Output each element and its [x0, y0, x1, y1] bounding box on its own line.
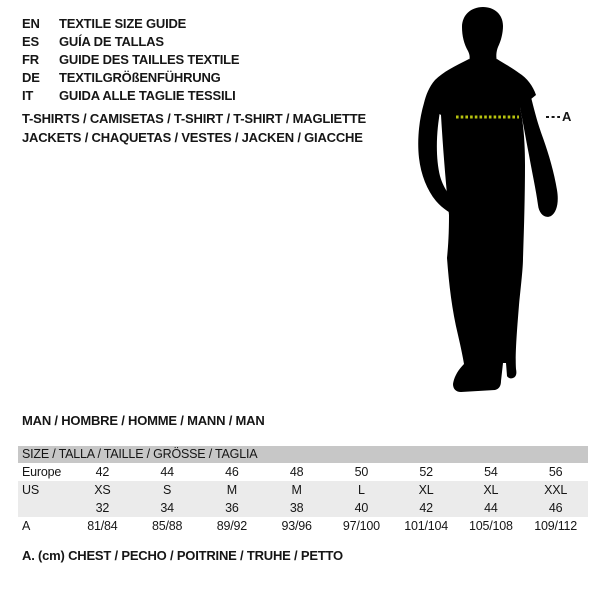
row-label: [18, 499, 70, 517]
row-label: Europe: [22, 465, 62, 479]
language-code: DE: [22, 70, 40, 85]
language-row: [22, 69, 239, 87]
size-cell: 42: [419, 501, 433, 515]
table-row-us: [18, 481, 588, 499]
silhouette-head: [462, 7, 503, 64]
table-row-europe: [18, 463, 588, 481]
size-cell: 56: [548, 465, 563, 479]
language-label: GUIDE DES TAILLES TEXTILE: [59, 52, 240, 67]
size-cell: M: [226, 483, 237, 497]
category-list: [22, 109, 366, 147]
size-cell: XXL: [544, 483, 568, 497]
size-cell: 38: [289, 501, 304, 515]
category-line-tshirts: T-SHIRTS / CAMISETAS / T-SHIRT / T-SHIRT / MAGLIETTE: [22, 111, 366, 126]
language-code: IT: [22, 88, 34, 103]
table-row-international: [18, 499, 588, 517]
size-cell: 97/100: [342, 519, 380, 533]
size-cell: 93/96: [281, 519, 312, 533]
size-cell: XL: [418, 483, 434, 497]
size-cell: 34: [160, 501, 174, 515]
language-code: ES: [22, 34, 39, 49]
category-line-jackets: JACKETS / CHAQUETAS / VESTES / JACKEN / GIACCHE: [22, 130, 363, 145]
size-cell: 36: [225, 501, 239, 515]
size-cell: 44: [484, 501, 498, 515]
size-cell: XL: [483, 483, 499, 497]
size-cell: 81/84: [87, 519, 118, 533]
silhouette-torso: [424, 59, 536, 258]
language-label: GUIDA ALLE TAGLIE TESSILI: [59, 88, 236, 103]
size-table: [18, 446, 588, 535]
size-cell: 105/108: [468, 519, 513, 533]
language-label: GUÍA DE TALLAS: [59, 34, 164, 49]
language-row: [22, 33, 239, 51]
language-row: [22, 87, 239, 105]
measurement-legend: A. (cm) CHEST / PECHO / POITRINE / TRUHE / PETTO: [22, 548, 343, 563]
language-label: TEXTILGRÖßENFÜHRUNG: [59, 70, 221, 85]
language-code: EN: [22, 16, 40, 31]
size-cell: 32: [95, 501, 110, 515]
size-cell: 52: [419, 465, 433, 479]
size-table-header: SIZE / TALLA / TAILLE / GRÖSSE / TAGLIA: [18, 446, 588, 463]
size-cell: 44: [160, 465, 174, 479]
table-row-chest: [18, 517, 588, 535]
section-title: MAN / HOMBRE / HOMME / MANN / MAN: [22, 413, 265, 428]
measure-label-a: A: [562, 109, 572, 124]
language-list: [22, 15, 239, 105]
size-cell: 42: [95, 465, 110, 479]
size-cell: 101/104: [404, 519, 449, 533]
size-cell: 109/112: [534, 519, 578, 533]
language-row: [22, 15, 239, 33]
size-cell: 40: [354, 501, 369, 515]
size-cell: M: [291, 483, 302, 497]
size-cell: XS: [94, 483, 111, 497]
size-cell: 48: [289, 465, 304, 479]
silhouette-right-arm: [520, 93, 558, 217]
silhouette-legs: [447, 258, 523, 392]
language-row: [22, 51, 239, 69]
size-cell: 50: [354, 465, 369, 479]
size-cell: 85/88: [151, 519, 183, 533]
size-cell: 89/92: [216, 519, 248, 533]
size-cell: 54: [484, 465, 498, 479]
language-code: FR: [22, 52, 39, 67]
size-cell: L: [357, 483, 365, 497]
size-cell: 46: [225, 465, 239, 479]
row-label: US: [22, 483, 39, 497]
language-label: TEXTILE SIZE GUIDE: [59, 16, 187, 31]
man-silhouette: [400, 0, 600, 400]
size-cell: S: [163, 483, 172, 497]
size-cell: 46: [548, 501, 563, 515]
row-label: A: [22, 519, 31, 533]
